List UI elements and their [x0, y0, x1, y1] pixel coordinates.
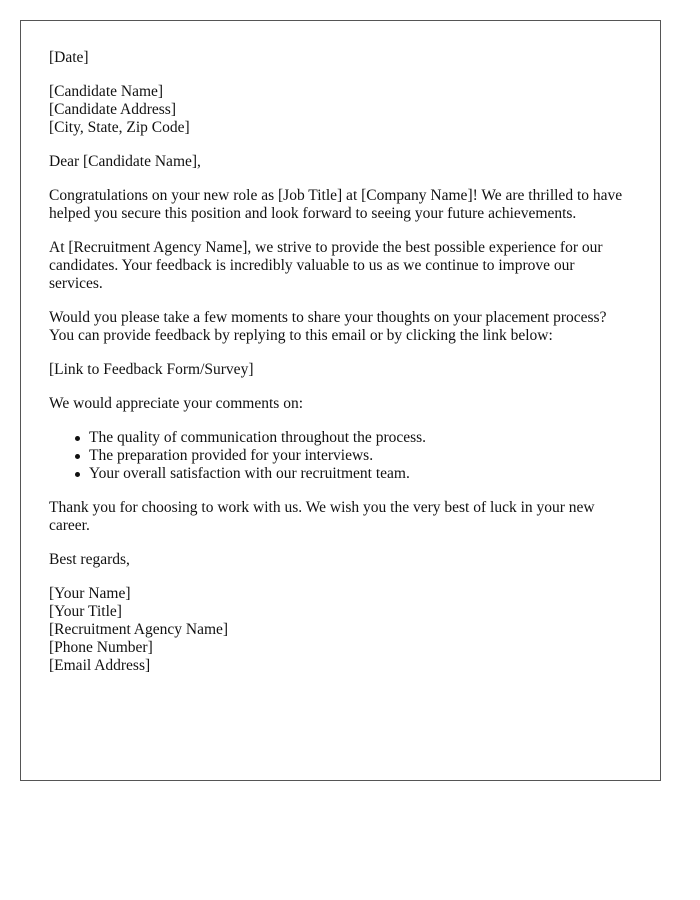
signature-title: [Your Title]: [49, 603, 122, 620]
paragraph-congratulations: Congratulations on your new role as [Job Title] at [Company Name]! We are thrilled to have helped you secure this position and look forward to seeing your future achievements.: [49, 187, 623, 222]
paragraph-feedback-request: Would you please take a few moments to share your thoughts on your placement process? You can provide feedback by replying to this email or by clicking the link below:: [49, 309, 607, 344]
signature-agency: [Recruitment Agency Name]: [49, 621, 229, 638]
date-text: [Date]: [49, 49, 89, 66]
recipient-address: [Candidate Address]: [49, 101, 176, 118]
feedback-link[interactable]: [Link to Feedback Form/Survey]: [49, 361, 254, 378]
recipient-city-state-zip: [City, State, Zip Code]: [49, 119, 190, 136]
signature-email: [Email Address]: [49, 657, 151, 674]
list-item: The quality of communication throughout the process.: [89, 429, 632, 447]
closing: Best regards,: [49, 551, 130, 568]
recipient-address-block: [49, 83, 632, 137]
salutation: Dear [Candidate Name],: [49, 153, 201, 170]
signature-block: [49, 585, 632, 675]
paragraph-comments-intro: We would appreciate your comments on:: [49, 395, 303, 412]
recipient-name: [Candidate Name]: [49, 83, 164, 100]
signature-name: [Your Name]: [49, 585, 131, 602]
list-item: The preparation provided for your interviews.: [89, 447, 632, 465]
paragraph-agency: At [Recruitment Agency Name], we strive to provide the best possible experience for our candidates. Your feedback is incredibly valuable to us as we continue to improve our services.: [49, 239, 603, 292]
list-item: Your overall satisfaction with our recruitment team.: [89, 465, 632, 483]
paragraph-thanks: Thank you for choosing to work with us. We wish you the very best of luck in your new career.: [49, 499, 595, 534]
letter-page: [20, 20, 661, 781]
signature-phone: [Phone Number]: [49, 639, 153, 656]
letter-date: [49, 49, 632, 67]
comment-topics-list: [49, 429, 632, 483]
